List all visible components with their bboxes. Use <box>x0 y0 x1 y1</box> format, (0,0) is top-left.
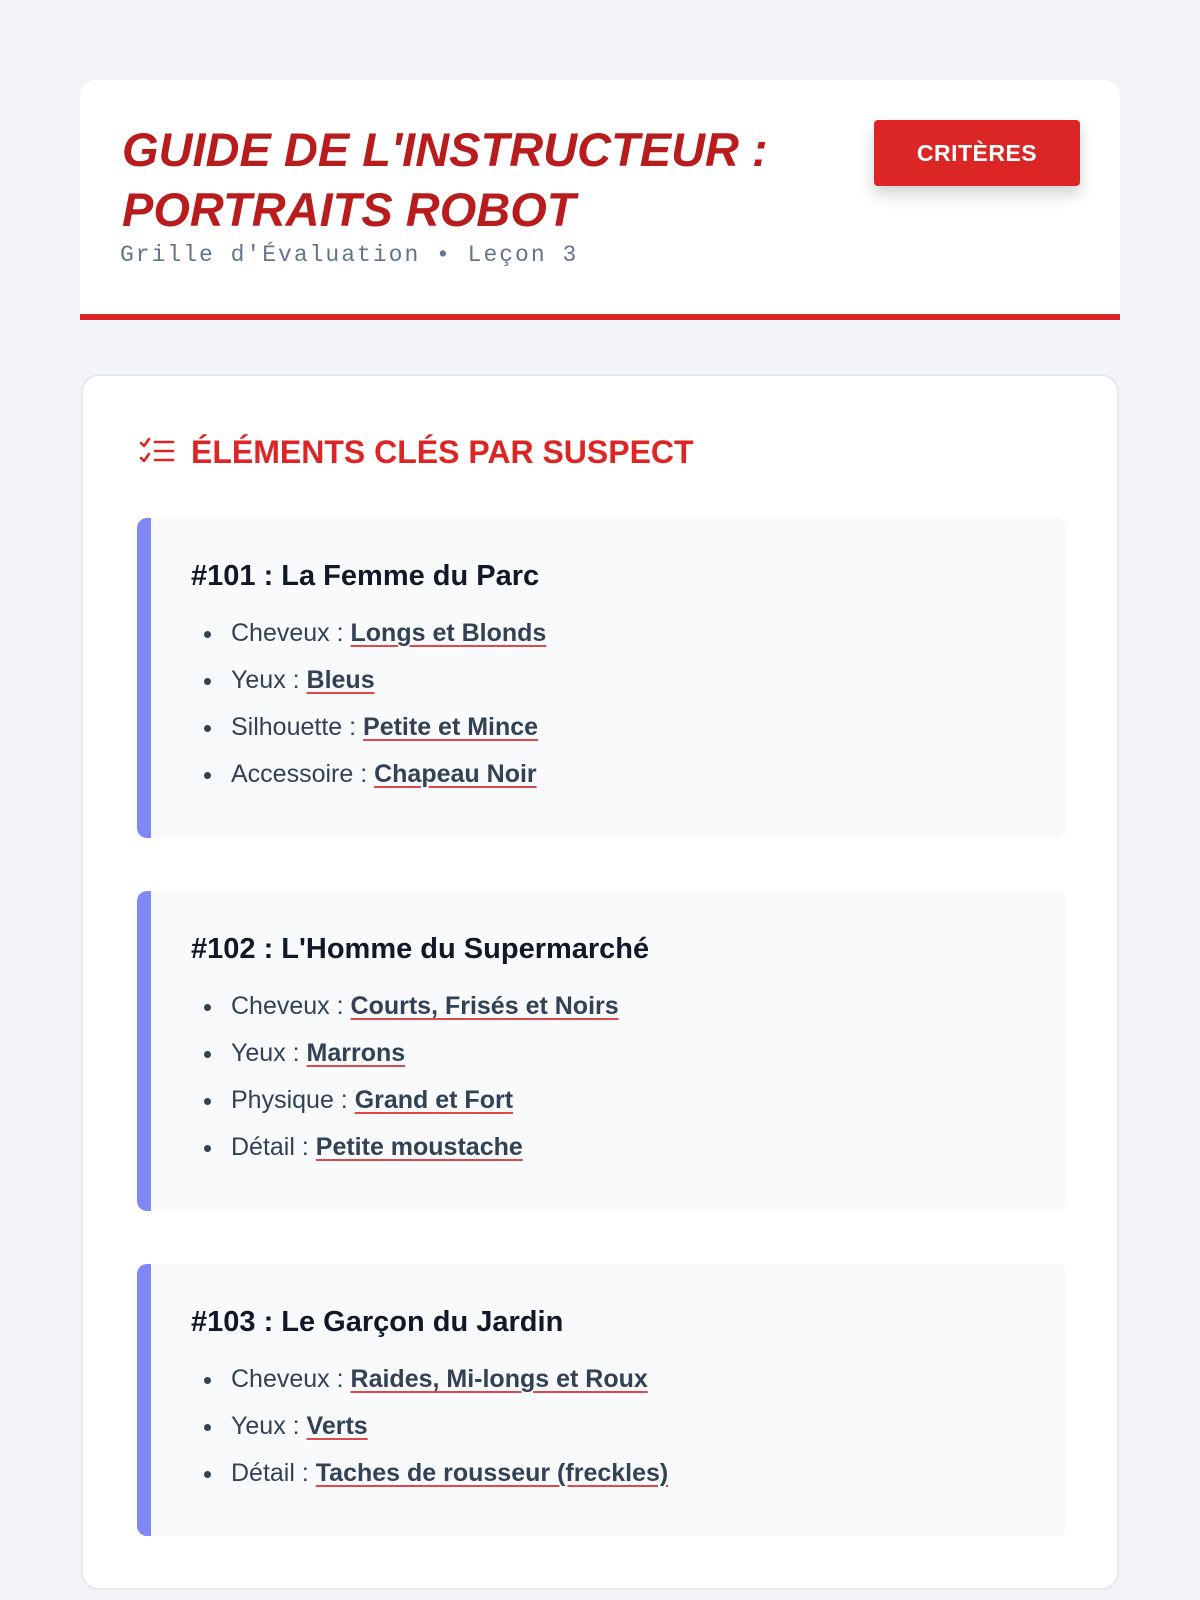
trait-label: Cheveux : <box>231 619 351 647</box>
trait-item <box>231 1038 619 1085</box>
trait-value: Bleus <box>306 666 375 694</box>
trait-item <box>231 1411 668 1458</box>
trait-value: Petite et Mince <box>363 713 539 741</box>
trait-item <box>231 1132 619 1179</box>
trait-item <box>231 991 619 1038</box>
trait-item <box>231 712 546 759</box>
page-subtitle: Grille d'Évaluation • Leçon 3 <box>120 242 579 268</box>
trait-value: Taches de rousseur (freckles) <box>315 1459 669 1487</box>
header-card <box>80 80 1120 320</box>
trait-item <box>231 618 546 665</box>
suspect-card-103 <box>137 1264 1067 1536</box>
trait-label: Détail : <box>231 1133 316 1161</box>
trait-label: Cheveux : <box>231 1365 351 1393</box>
trait-item <box>231 1364 668 1411</box>
trait-label: Yeux : <box>231 1039 307 1067</box>
trait-list <box>231 618 546 806</box>
trait-item <box>231 1085 619 1132</box>
trait-item <box>231 665 546 712</box>
trait-label: Accessoire : <box>231 760 375 788</box>
trait-label: Physique : <box>231 1086 355 1114</box>
suspect-title: #103 : Le Garçon du Jardin <box>191 1306 564 1338</box>
trait-value: Petite moustache <box>315 1133 523 1161</box>
trait-label: Silhouette : <box>231 713 364 741</box>
suspect-title: #101 : La Femme du Parc <box>191 560 540 592</box>
trait-label: Yeux : <box>231 1412 307 1440</box>
trait-item <box>231 1458 668 1505</box>
suspect-card-101 <box>137 518 1067 838</box>
trait-value: Longs et Blonds <box>350 619 547 647</box>
section-title: ÉLÉMENTS CLÉS PAR SUSPECT <box>191 433 694 470</box>
suspects-panel <box>81 374 1119 1590</box>
trait-value: Marrons <box>306 1039 406 1067</box>
trait-item <box>231 759 546 806</box>
trait-value: Raides, Mi-longs et Roux <box>350 1365 648 1393</box>
page-title: GUIDE DE L'INSTRUCTEUR : PORTRAITS ROBOT <box>122 123 768 236</box>
trait-value: Grand et Fort <box>354 1086 514 1114</box>
section-heading <box>139 432 694 472</box>
trait-label: Cheveux : <box>231 992 351 1020</box>
criteria-button[interactable]: CRITÈRES <box>874 120 1080 186</box>
trait-label: Détail : <box>231 1459 316 1487</box>
suspect-title: #102 : L'Homme du Supermarché <box>191 933 650 965</box>
trait-value: Courts, Frisés et Noirs <box>350 992 619 1020</box>
checklist-icon <box>139 436 175 468</box>
trait-list <box>231 1364 668 1505</box>
trait-list <box>231 991 619 1179</box>
trait-value: Verts <box>306 1412 368 1440</box>
trait-value: Chapeau Noir <box>374 760 537 788</box>
trait-label: Yeux : <box>231 666 307 694</box>
suspect-card-102 <box>137 891 1067 1211</box>
